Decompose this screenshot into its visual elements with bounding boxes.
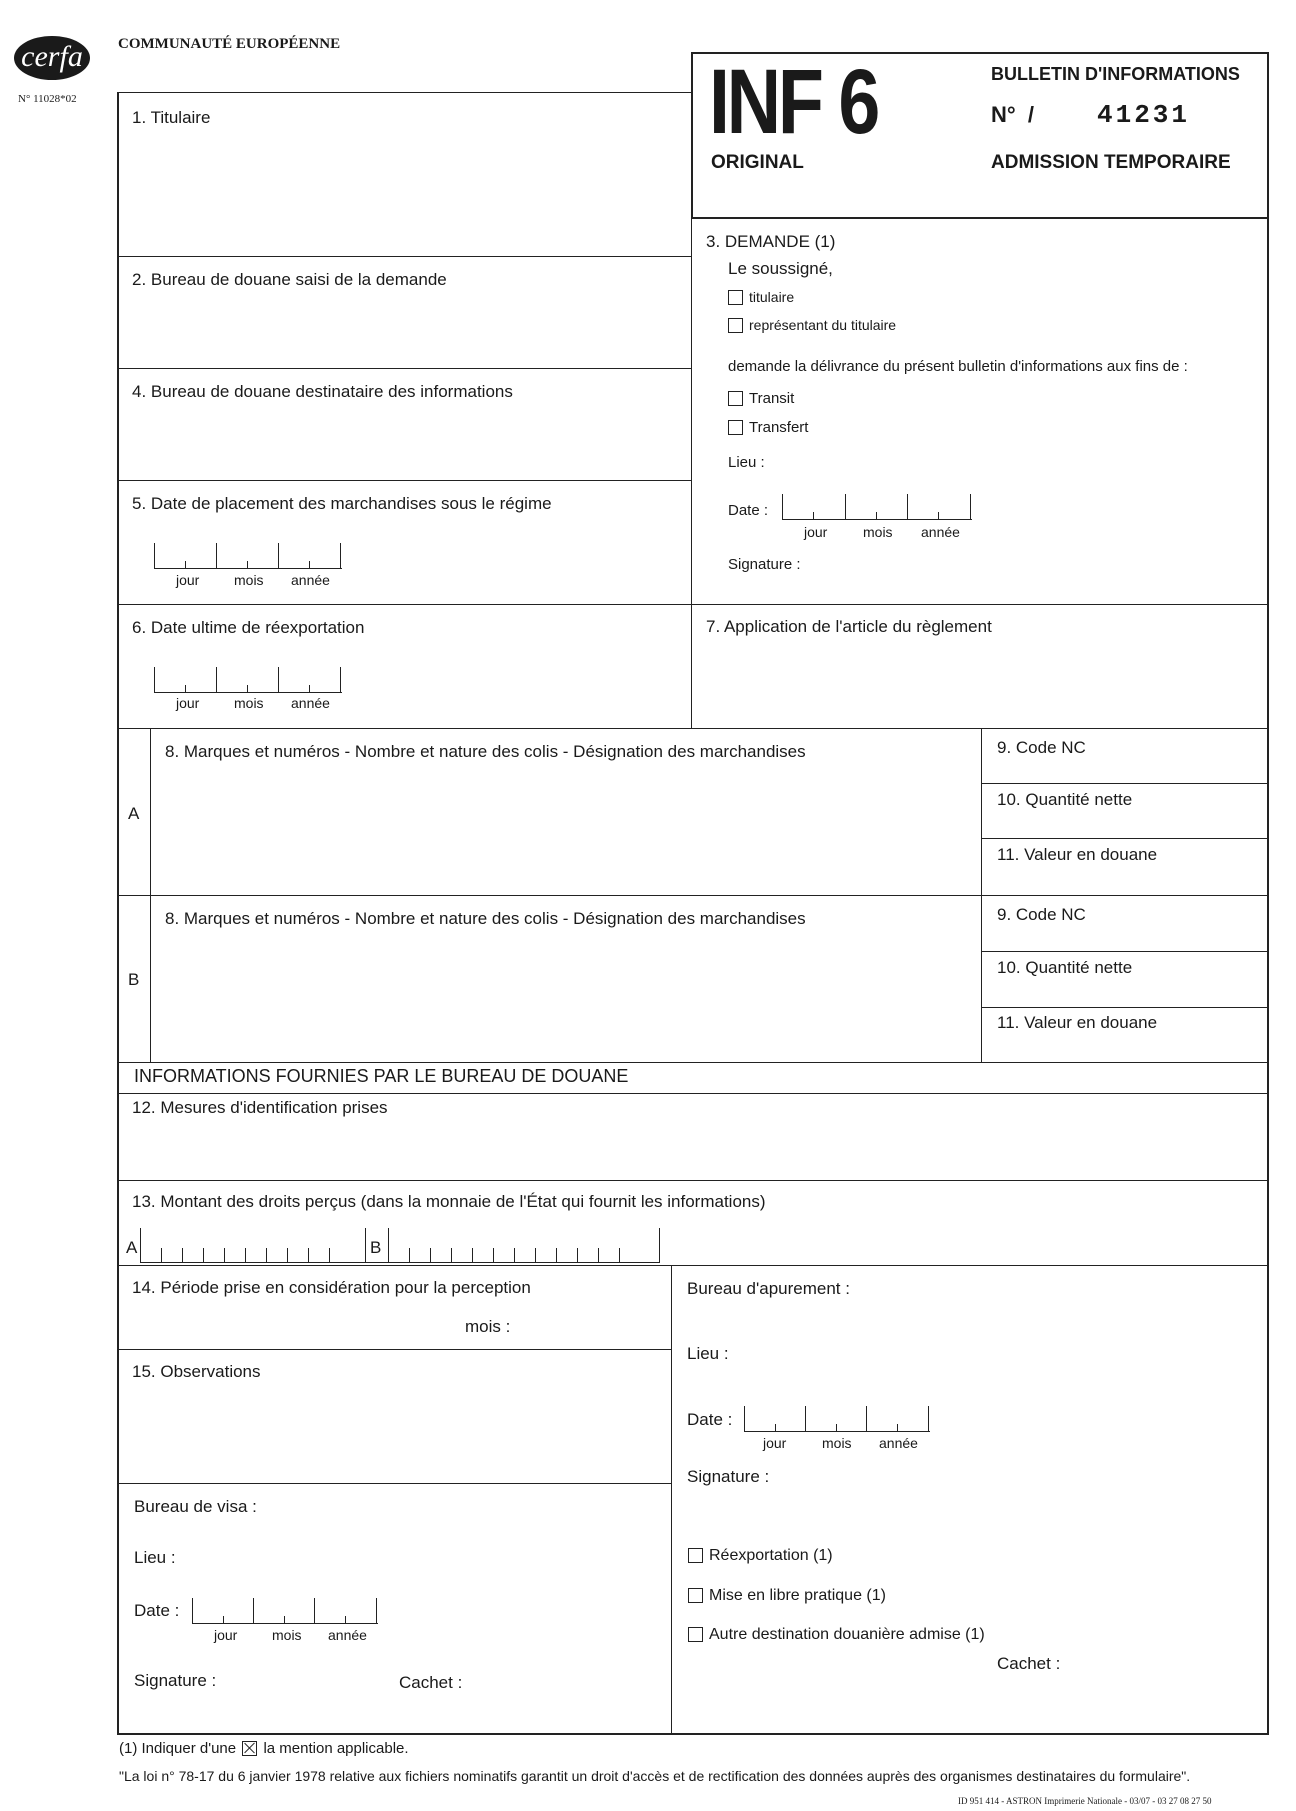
box5-month-label: mois — [234, 572, 264, 588]
bulletin-title: BULLETIN D'INFORMATIONS — [991, 64, 1240, 84]
visa-date-label: Date : — [134, 1601, 180, 1620]
visa-stamp-label: Cachet : — [399, 1673, 463, 1692]
box5-date-field[interactable] — [154, 543, 342, 569]
box3-place-label: Lieu : — [728, 454, 765, 471]
bulletin-number: 41231 — [1097, 100, 1191, 130]
free-circulation-label: Mise en libre pratique (1) — [709, 1587, 886, 1604]
visa-day-label: jour — [214, 1627, 238, 1643]
footer-note-pre: (1) Indiquer d'une — [119, 1740, 237, 1757]
footer-note — [119, 1740, 409, 1758]
footer-printer: ID 951 414 - ASTRON Imprimerie Nationale - 03/07 - 03 27 08 27 50 — [958, 1796, 1212, 1806]
discharge-office-label: Bureau d'apurement : — [687, 1279, 850, 1298]
option-free-circulation[interactable] — [688, 1586, 886, 1605]
box5-day-label: jour — [176, 572, 200, 588]
box6-year-label: année — [291, 695, 330, 711]
box5-label: 5. Date de placement des marchandises sous le régime — [132, 494, 552, 513]
discharge-signature-label: Signature : — [687, 1467, 770, 1486]
box13-b-label: B — [370, 1238, 382, 1257]
box13-label: 13. Montant des droits perçus (dans la monnaie de l'État qui fournit les informations) — [132, 1192, 766, 1211]
box6-day-label: jour — [176, 695, 200, 711]
regime-title: ADMISSION TEMPORAIRE — [991, 152, 1231, 173]
transit-checkbox[interactable] — [728, 391, 743, 406]
discharge-date-field[interactable] — [744, 1406, 930, 1432]
row-b-quantity-label: 10. Quantité nette — [997, 958, 1133, 977]
bulletin-number-prefix: N° / — [991, 102, 1035, 127]
reexport-checkbox[interactable] — [688, 1548, 703, 1563]
transfer-checkbox[interactable] — [728, 420, 743, 435]
visa-place-label: Lieu : — [134, 1548, 176, 1567]
cerfa-logo: cerfa — [14, 36, 90, 80]
box3-date-label: Date : — [728, 502, 769, 519]
box3-date-field[interactable] — [782, 494, 972, 520]
box6-label: 6. Date ultime de réexportation — [132, 618, 365, 637]
row-b-label: B — [128, 970, 140, 989]
row-a-value-label: 11. Valeur en douane — [997, 845, 1158, 864]
cerfa-number: N° 11028*02 — [18, 93, 77, 105]
holder-label: titulaire — [749, 289, 795, 305]
copy-label: ORIGINAL — [711, 152, 804, 173]
box3-purpose: demande la délivrance du présent bulletin d'informations aux fins de : — [728, 358, 1188, 375]
option-holder[interactable] — [728, 289, 794, 306]
box14-month-label: mois : — [465, 1317, 511, 1336]
visa-office-label: Bureau de visa : — [134, 1497, 257, 1516]
row-b-value-label: 11. Valeur en douane — [997, 1013, 1158, 1032]
box7-label: 7. Application de l'article du règlement — [706, 617, 992, 636]
customs-section-title: INFORMATIONS FOURNIES PAR LE BUREAU DE DOUANE — [134, 1066, 629, 1086]
box3-year-label: année — [921, 524, 960, 540]
other-destination-label: Autre destination douanière admise (1) — [709, 1626, 985, 1643]
visa-year-label: année — [328, 1627, 367, 1643]
footer-law: "La loi n° 78-17 du 6 janvier 1978 relative aux fichiers nominatifs garantit un droit d'accès et de rectification des données auprès des organismes destinataires du formulaire". — [119, 1768, 1191, 1784]
box3-signature-label: Signature : — [728, 556, 801, 573]
reexport-label: Réexportation (1) — [709, 1547, 833, 1564]
discharge-year-label: année — [879, 1435, 918, 1451]
box13-a-label: A — [126, 1238, 138, 1257]
row-a-code-label: 9. Code NC — [997, 738, 1086, 757]
box6-month-label: mois — [234, 695, 264, 711]
box3-label: 3. DEMANDE (1) — [706, 232, 836, 251]
other-destination-checkbox[interactable] — [688, 1627, 703, 1642]
box5-year-label: année — [291, 572, 330, 588]
form-code: INF 6 — [709, 51, 878, 153]
holder-checkbox[interactable] — [728, 290, 743, 305]
visa-month-label: mois — [272, 1627, 302, 1643]
row-a-quantity-label: 10. Quantité nette — [997, 790, 1133, 809]
row-b-code-label: 9. Code NC — [997, 905, 1086, 924]
discharge-month-label: mois — [822, 1435, 852, 1451]
row-a-label: A — [128, 804, 140, 823]
box1-label: 1. Titulaire — [132, 108, 211, 127]
option-reexport[interactable] — [688, 1546, 833, 1565]
transit-label: Transit — [749, 390, 795, 407]
representative-checkbox[interactable] — [728, 318, 743, 333]
box2-label: 2. Bureau de douane saisi de la demande — [132, 270, 447, 289]
option-transit[interactable] — [728, 390, 794, 408]
box3-month-label: mois — [863, 524, 893, 540]
visa-signature-label: Signature : — [134, 1671, 217, 1690]
box3-day-label: jour — [804, 524, 828, 540]
option-other-destination[interactable] — [688, 1625, 985, 1644]
box15-label: 15. Observations — [132, 1362, 261, 1381]
box14-label: 14. Période prise en considération pour la perception — [132, 1278, 531, 1297]
row-b-description-label: 8. Marques et numéros - Nombre et nature des colis - Désignation des marchandises — [165, 909, 806, 928]
discharge-day-label: jour — [763, 1435, 787, 1451]
box6-date-field[interactable] — [154, 667, 342, 693]
box4-label: 4. Bureau de douane destinataire des informations — [132, 382, 513, 401]
box12-label: 12. Mesures d'identification prises — [132, 1098, 388, 1117]
discharge-place-label: Lieu : — [687, 1344, 729, 1363]
crossed-box-icon — [242, 1741, 257, 1756]
row-a-description-label: 8. Marques et numéros - Nombre et nature des colis - Désignation des marchandises — [165, 742, 806, 761]
discharge-stamp-label: Cachet : — [997, 1654, 1061, 1673]
option-transfer[interactable] — [728, 419, 808, 437]
transfer-label: Transfert — [749, 419, 809, 436]
box3-intro: Le soussigné, — [728, 259, 833, 278]
discharge-date-label: Date : — [687, 1410, 733, 1429]
visa-date-field[interactable] — [192, 1598, 378, 1624]
footer-note-post: la mention applicable. — [263, 1740, 409, 1757]
free-circulation-checkbox[interactable] — [688, 1588, 703, 1603]
option-representative[interactable] — [728, 317, 896, 334]
community-title: COMMUNAUTÉ EUROPÉENNE — [118, 36, 341, 52]
representative-label: représentant du titulaire — [749, 317, 897, 333]
